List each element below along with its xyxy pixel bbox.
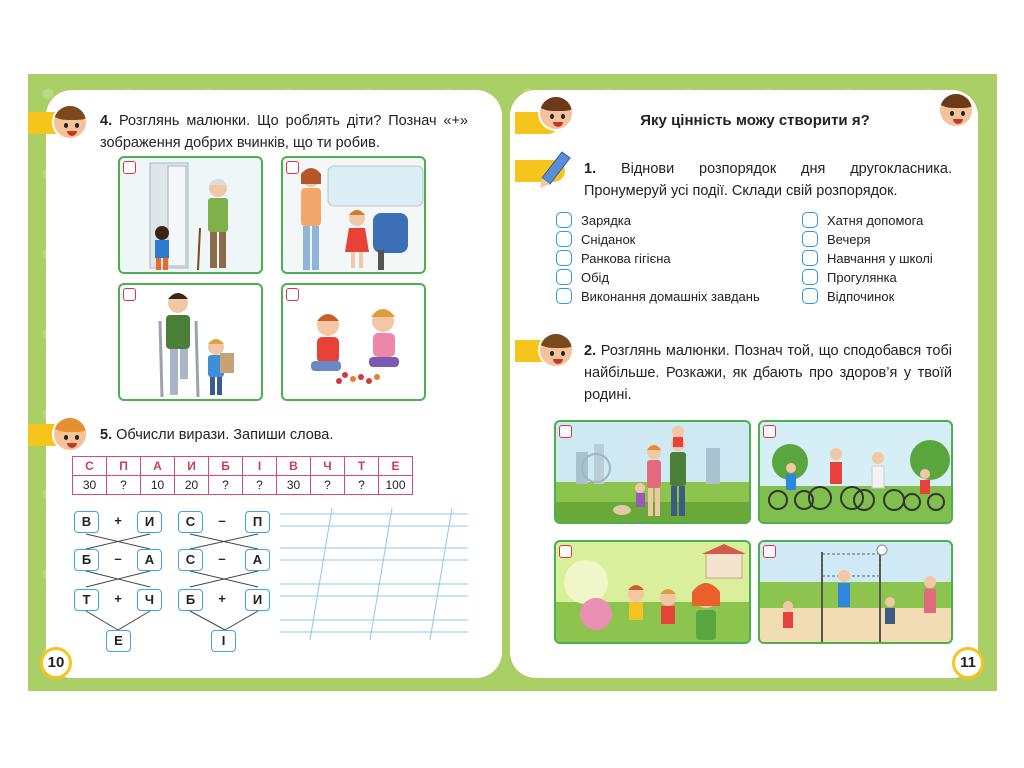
- picture-checkbox[interactable]: [123, 161, 136, 174]
- schedule-option[interactable]: [802, 212, 923, 230]
- picture-crutches: [118, 283, 263, 401]
- cipher-letter: Ч: [311, 457, 345, 476]
- writing-lines[interactable]: [280, 508, 470, 648]
- cipher-value[interactable]: ?: [345, 476, 379, 495]
- picture-checkbox[interactable]: [763, 545, 776, 558]
- letter-box: Б: [178, 589, 203, 611]
- schedule-option[interactable]: [556, 250, 671, 268]
- schedule-option[interactable]: [556, 288, 760, 306]
- pencil-icon: [538, 150, 572, 190]
- cipher-letter: В: [277, 457, 311, 476]
- picture-family-walk: [554, 420, 751, 524]
- option-label: Прогулянка: [827, 270, 897, 285]
- letter-box: С: [178, 511, 203, 533]
- task4-instruction: [100, 110, 468, 154]
- option-label: Навчання у школі: [827, 251, 933, 266]
- option-checkbox[interactable]: [802, 288, 818, 304]
- option-label: Ранкова гігієна: [581, 251, 671, 266]
- right-page-heading: Яку цінність можу створити я?: [640, 112, 870, 129]
- cipher-value[interactable]: ?: [107, 476, 141, 495]
- letter-box: Б: [74, 549, 99, 571]
- result-box: Е: [106, 630, 131, 652]
- cipher-value[interactable]: ?: [243, 476, 277, 495]
- option-label: Обід: [581, 270, 610, 285]
- door-scene-illustration: [120, 158, 263, 274]
- cipher-value[interactable]: 100: [379, 476, 413, 495]
- cipher-letter: Е: [379, 457, 413, 476]
- option-checkbox[interactable]: [802, 250, 818, 266]
- task4-number: 4.: [100, 113, 113, 129]
- option-checkbox[interactable]: [802, 231, 818, 247]
- letter-box: И: [137, 511, 162, 533]
- option-checkbox[interactable]: [556, 250, 572, 266]
- cipher-value[interactable]: ?: [209, 476, 243, 495]
- picture-checkbox[interactable]: [559, 425, 572, 438]
- letter-box: А: [137, 549, 162, 571]
- cipher-letter: Т: [345, 457, 379, 476]
- picture-bus-seat: [281, 156, 426, 274]
- cipher-value[interactable]: ?: [311, 476, 345, 495]
- cipher-letter: П: [107, 457, 141, 476]
- cipher-letter: С: [73, 457, 107, 476]
- girl-with-book-avatar-icon: [538, 95, 574, 131]
- cipher-table: [72, 456, 413, 495]
- boy-avatar-icon: [538, 332, 574, 368]
- letter-box: А: [245, 549, 270, 571]
- option-checkbox[interactable]: [556, 212, 572, 228]
- page-number-right: 11: [952, 647, 984, 679]
- picture-checkbox[interactable]: [763, 425, 776, 438]
- letter-box: П: [245, 511, 270, 533]
- operator: –: [218, 551, 226, 566]
- letter-box: Т: [74, 589, 99, 611]
- cipher-value[interactable]: 20: [175, 476, 209, 495]
- cipher-value[interactable]: 30: [73, 476, 107, 495]
- operator: +: [114, 591, 122, 606]
- cipher-letter: Б: [209, 457, 243, 476]
- volleyball-illustration: [760, 542, 953, 644]
- picture-checkbox[interactable]: [559, 545, 572, 558]
- operator: –: [218, 513, 226, 528]
- schedule-option[interactable]: [802, 288, 894, 306]
- picture-beads: [281, 283, 426, 401]
- cipher-letter: І: [243, 457, 277, 476]
- schedule-option[interactable]: [802, 231, 871, 249]
- option-label: Зарядка: [581, 213, 631, 228]
- picture-gardening: [554, 540, 751, 644]
- task1-number: 1.: [584, 161, 597, 177]
- option-checkbox[interactable]: [556, 231, 572, 247]
- task5-instruction: [100, 424, 400, 446]
- task1-instruction: [584, 158, 952, 202]
- picture-volleyball: [758, 540, 953, 644]
- operator: +: [218, 591, 226, 606]
- letter-box: С: [178, 549, 203, 571]
- option-label: Сніданок: [581, 232, 636, 247]
- letter-box: В: [74, 511, 99, 533]
- task5-text: Обчисли вирази. Запиши слова.: [116, 427, 334, 443]
- task2-number: 2.: [584, 343, 597, 359]
- schedule-option[interactable]: [802, 269, 897, 287]
- result-box: І: [211, 630, 236, 652]
- task4-text: Розглянь малюнки. Що роблять діти? Познач «+» зображення добрих вчинків, що ти робив.: [100, 113, 468, 151]
- family-walk-illustration: [556, 422, 751, 524]
- thinking-boy-avatar-icon: [52, 416, 88, 452]
- option-checkbox[interactable]: [802, 269, 818, 285]
- option-label: Хатня допомога: [827, 213, 924, 228]
- picture-cycling: [758, 420, 953, 524]
- task2-text: Розглянь малюнки. Познач той, що сподобався тобі найбільше. Розкажи, як дбають про здоров’я у твоїй родині.: [584, 343, 953, 403]
- picture-checkbox[interactable]: [286, 161, 299, 174]
- option-label: Відпочинок: [827, 289, 895, 304]
- schedule-option[interactable]: [802, 250, 933, 268]
- picture-door-holding: [118, 156, 263, 274]
- page-number-left: 10: [40, 647, 72, 679]
- schedule-option[interactable]: [556, 269, 609, 287]
- boy-avatar-icon: [52, 104, 88, 140]
- crutches-scene-illustration: [120, 285, 263, 401]
- cycling-illustration: [760, 422, 953, 524]
- letter-box: И: [245, 589, 270, 611]
- option-label: Вечеря: [827, 232, 871, 247]
- option-checkbox[interactable]: [556, 288, 572, 304]
- schedule-option[interactable]: [556, 231, 635, 249]
- bus-scene-illustration: [283, 158, 426, 274]
- cipher-values-row: [73, 476, 413, 495]
- task2-instruction: [584, 340, 952, 406]
- letter-box: Ч: [137, 589, 162, 611]
- boy-waving-avatar-icon: [938, 92, 974, 128]
- option-label: Виконання домашніх завдань: [581, 289, 760, 304]
- picture-checkbox[interactable]: [286, 288, 299, 301]
- gardening-illustration: [556, 542, 751, 644]
- option-checkbox[interactable]: [556, 269, 572, 285]
- operator: +: [114, 513, 122, 528]
- cipher-letter: И: [175, 457, 209, 476]
- cipher-value[interactable]: 30: [277, 476, 311, 495]
- picture-checkbox[interactable]: [123, 288, 136, 301]
- option-checkbox[interactable]: [802, 212, 818, 228]
- cipher-letter: А: [141, 457, 175, 476]
- beads-scene-illustration: [283, 285, 426, 401]
- schedule-option[interactable]: [556, 212, 631, 230]
- cipher-letters-row: [73, 457, 413, 476]
- task1-text: Віднови розпорядок дня другокласника. Пронумеруй усі події. Склади свій розпорядок.: [584, 161, 953, 199]
- cipher-value[interactable]: 10: [141, 476, 175, 495]
- task5-number: 5.: [100, 427, 113, 443]
- operator: –: [114, 551, 122, 566]
